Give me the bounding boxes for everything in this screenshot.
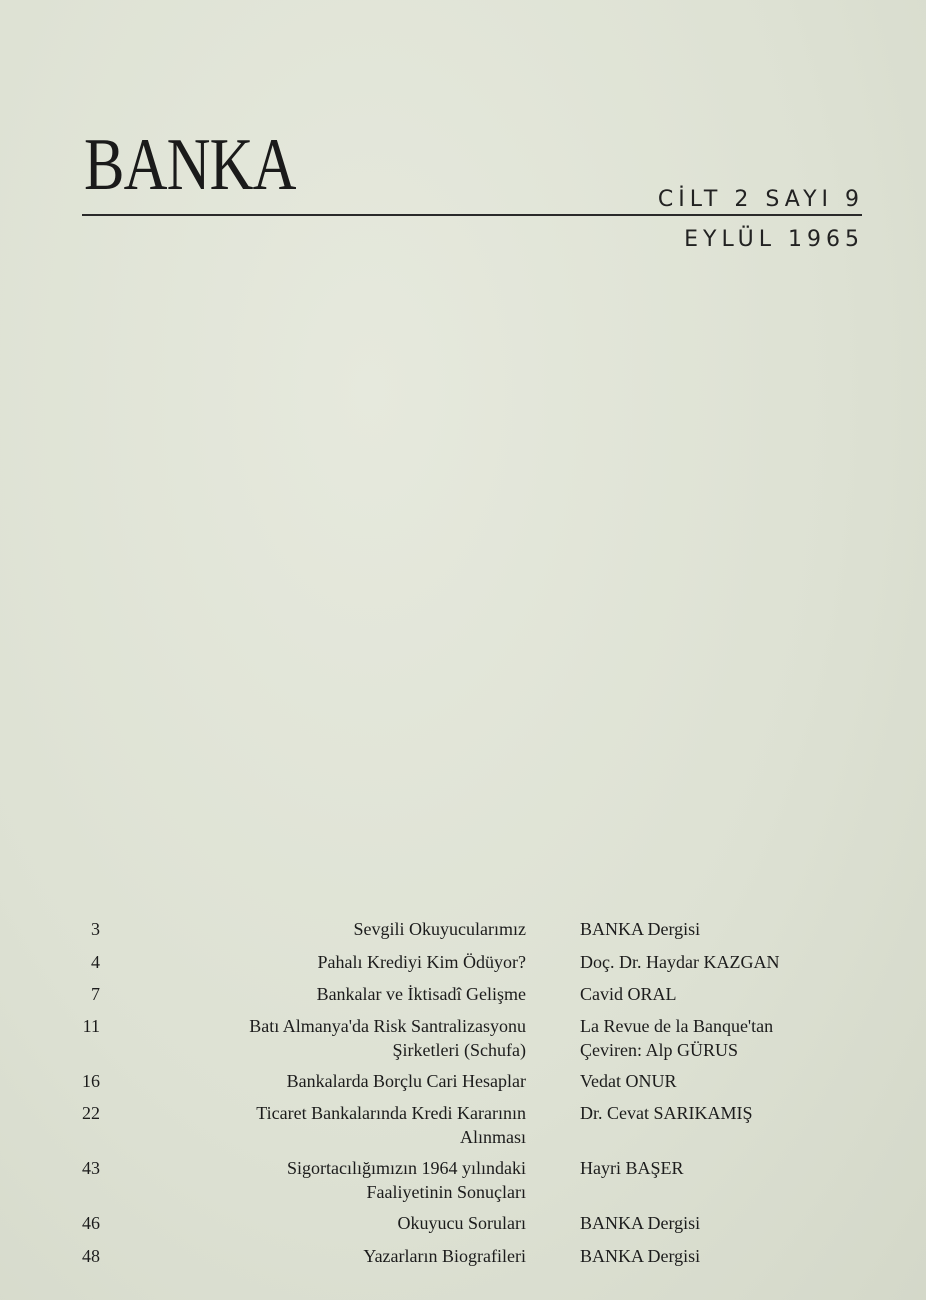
toc-page-number: 7 <box>91 984 100 1004</box>
toc-author: BANKA Dergisi <box>580 919 701 939</box>
toc-author: Doç. Dr. Haydar KAZGAN <box>580 952 780 972</box>
toc-title: Sevgili Okuyucularımız <box>353 919 526 939</box>
toc-author: Vedat ONUR <box>580 1071 677 1091</box>
toc-page-number: 11 <box>82 1016 100 1036</box>
issue-date: EYLÜL 1965 <box>684 227 864 252</box>
toc-title: Ticaret Bankalarında Kredi Kararının Alınması <box>256 1103 526 1147</box>
toc-title: Batı Almanya'da Risk Santralizasyonu Şirketleri (Schufa) <box>249 1016 526 1060</box>
toc-title: Bankalar ve İktisadî Gelişme <box>316 984 526 1004</box>
toc-author: Hayri BAŞER <box>580 1158 684 1178</box>
toc-author: Dr. Cevat SARIKAMIŞ <box>580 1103 753 1123</box>
toc-page-number: 4 <box>91 952 100 972</box>
toc-title: Pahalı Krediyi Kim Ödüyor? <box>317 952 526 972</box>
toc-title: Bankalarda Borçlu Cari Hesaplar <box>286 1071 526 1091</box>
toc-author: Cavid ORAL <box>580 984 677 1004</box>
toc-title: Yazarların Biografileri <box>363 1246 526 1266</box>
toc-author: BANKA Dergisi <box>580 1213 701 1233</box>
toc-page-number: 43 <box>82 1158 100 1178</box>
toc-page-number: 48 <box>82 1246 100 1266</box>
toc-page-number: 22 <box>82 1103 100 1123</box>
toc-author: BANKA Dergisi <box>580 1246 701 1266</box>
toc-page-number: 46 <box>82 1213 100 1233</box>
toc-title: Sigortacılığımızın 1964 yılındaki Faaliyetinin Sonuçları <box>287 1158 526 1202</box>
toc-author: La Revue de la Banque'tan Çeviren: Alp GÜRUS <box>580 1016 774 1060</box>
toc-title: Okuyucu Soruları <box>397 1213 526 1233</box>
toc-page-number: 16 <box>82 1071 100 1091</box>
issue-volume: CİLT 2 SAYI 9 <box>657 187 864 212</box>
magazine-title: BANKA <box>84 124 296 206</box>
toc-page-number: 3 <box>91 919 100 939</box>
